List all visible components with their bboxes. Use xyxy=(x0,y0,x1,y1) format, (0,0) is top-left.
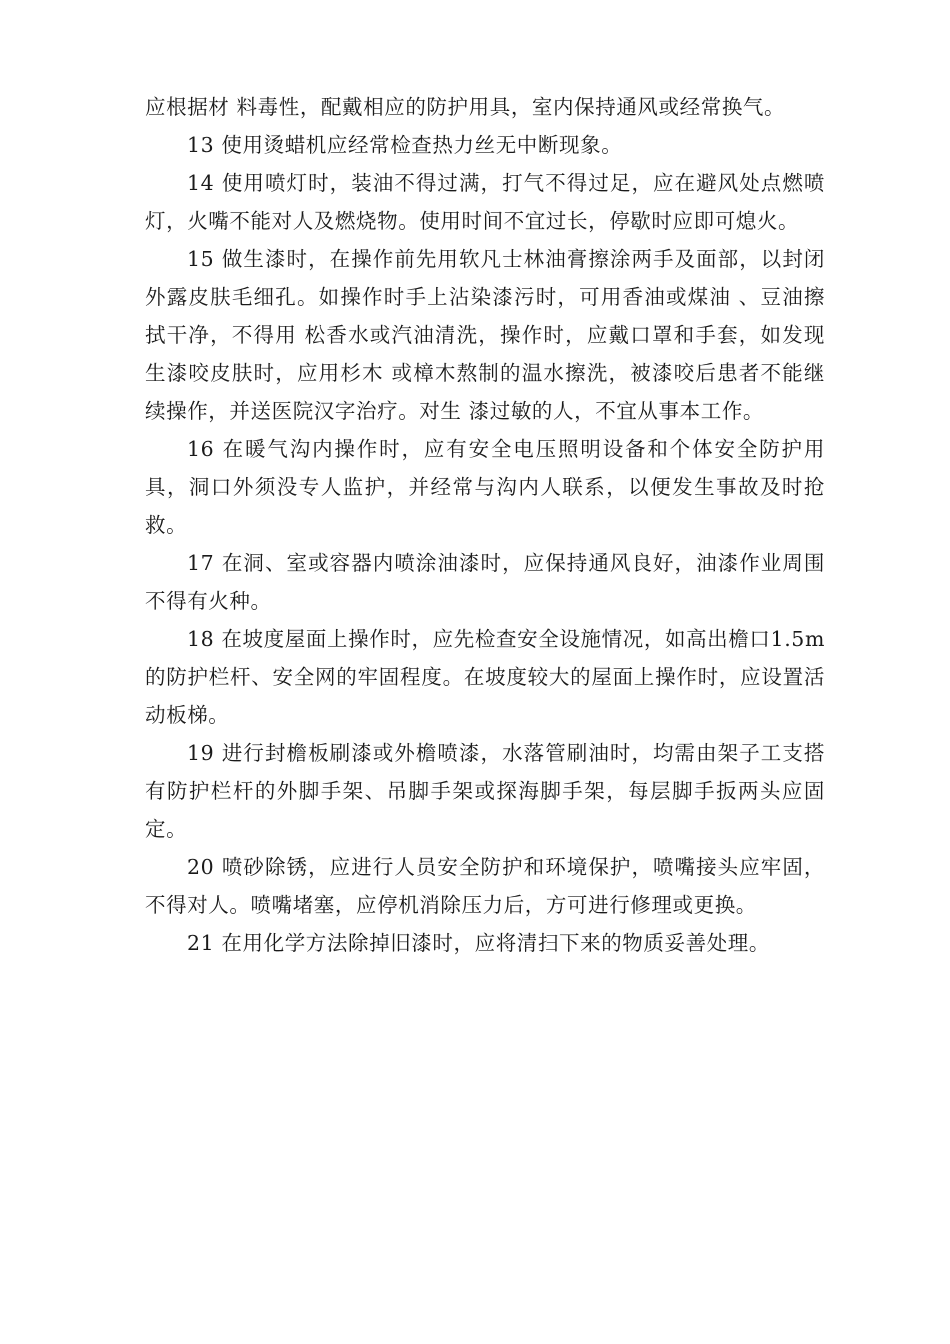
document-page xyxy=(145,88,825,962)
paragraph-item-20: 20 喷砂除锈，应进行人员安全防护和环境保护，喷嘴接头应牢固，不得对人。喷嘴堵塞，应停机消除压力后，方可进行修理或更换。 xyxy=(145,855,825,917)
paragraph-item-16: 16 在暖气沟内操作时，应有安全电压照明设备和个体安全防护用具，洞口外须没专人监护，并经常与沟内人联系，以便发生事故及时抢救。 xyxy=(145,437,825,537)
paragraph-item-15: 15 做生漆时，在操作前先用软凡士林油膏擦涂两手及面部，以封闭外露皮肤毛细孔。如操作时手上沾染漆污时，可用香油或煤油 、豆油擦拭干净，不得用 松香水或汽油清洗，操作时，应戴口罩和手套，如发现生漆咬皮肤时，应用杉木 或樟木熬制的温水擦洗，被漆咬后患者不能继续操作，并送医院汉字治疗。对生 漆过敏的人，不宜从事本工作。 xyxy=(145,247,825,423)
paragraph-item-18: 18 在坡度屋面上操作时，应先检查安全设施情况，如高出檐口1.5m 的防护栏杆、安全网的牢固程度。在坡度较大的屋面上操作时，应设置活动板梯。 xyxy=(145,627,825,727)
paragraph-item-19: 19 进行封檐板刷漆或外檐喷漆，水落管刷油时，均需由架子工支搭有防护栏杆的外脚手架、吊脚手架或探海脚手架，每层脚手扳两头应固定。 xyxy=(145,741,825,841)
paragraph-item-13: 13 使用烫蜡机应经常检查热力丝无中断现象。 xyxy=(187,133,623,157)
paragraph-item-14: 14 使用喷灯时，装油不得过满，打气不得过足，应在避风处点燃喷灯，火嘴不能对人及燃烧物。使用时间不宜过长，停歇时应即可熄火。 xyxy=(145,171,825,233)
paragraph-continuation: 应根据材 料毒性，配戴相应的防护用具，室内保持通风或经常换气。 xyxy=(145,95,786,119)
paragraph-item-21: 21 在用化学方法除掉旧漆时，应将清扫下来的物质妥善处理。 xyxy=(187,931,770,955)
paragraph-item-17: 17 在洞、室或容器内喷涂油漆时，应保持通风良好，油漆作业周围不得有火种。 xyxy=(145,551,825,613)
